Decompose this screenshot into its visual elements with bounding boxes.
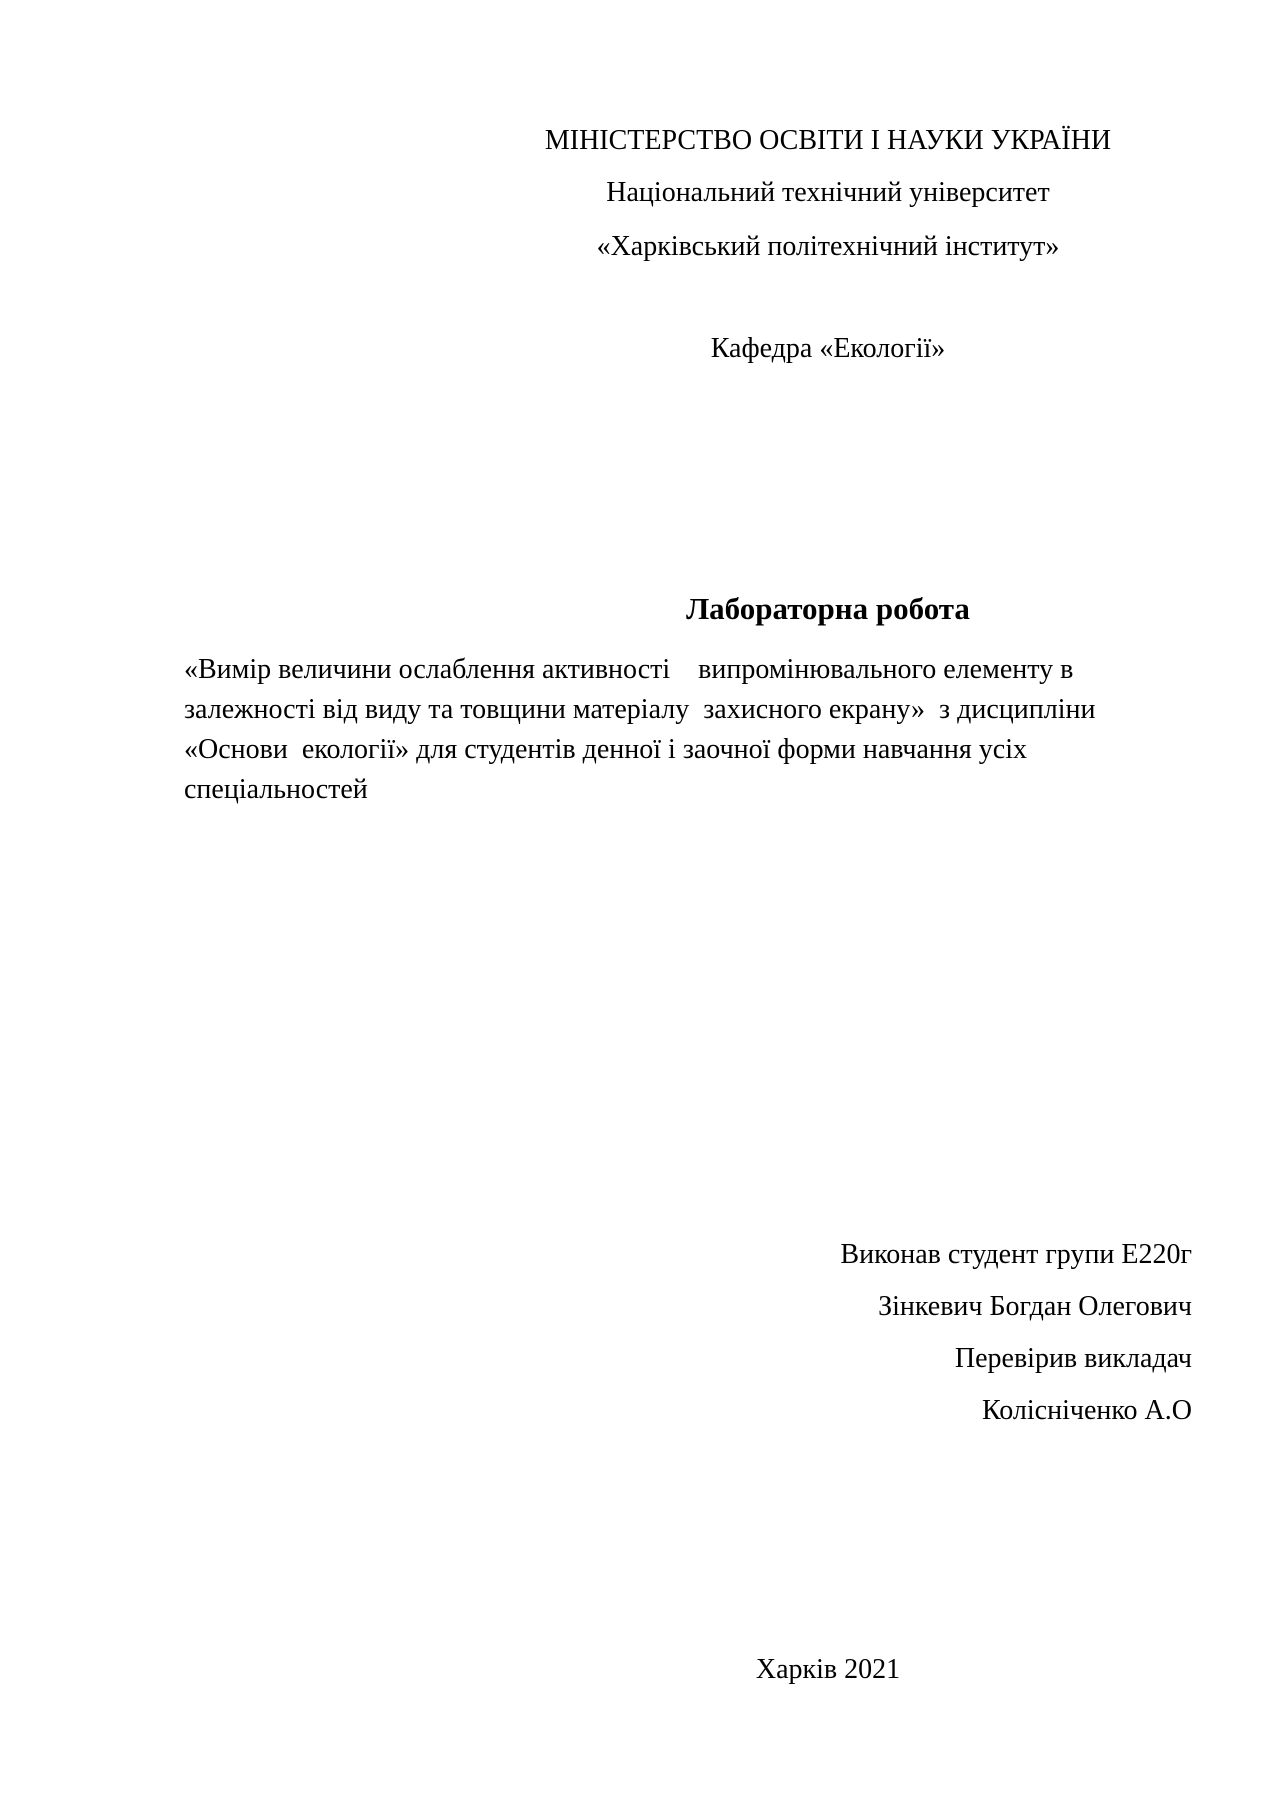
university-name: Національний технічний університет xyxy=(606,177,1050,208)
city-year: Харків 2021 xyxy=(755,1654,901,1685)
description-line: «Основи екології» для студентів денної і заочної форми навчання усіх xyxy=(184,734,1027,765)
description-line: спеціальностей xyxy=(184,774,368,805)
teacher-name: Колісніченко А.О xyxy=(982,1395,1192,1426)
lab-work-description xyxy=(184,650,1184,810)
ministry-heading: МІНІСТЕРСТВО ОСВІТИ І НАУКИ УКРАЇНИ xyxy=(544,125,1112,156)
performed-by-label: Виконав студент групи Е220г xyxy=(840,1239,1192,1270)
description-line: «Вимір величини ослаблення активності випромінювального елементу в xyxy=(184,654,1074,685)
department-name: Кафедра «Екології» xyxy=(710,333,946,364)
description-line: залежності від виду та товщини матеріалу захисного екрану» з дисципліни xyxy=(184,694,1096,725)
student-name: Зінкевич Богдан Олегович xyxy=(878,1291,1192,1322)
institute-name: «Харківський політехнічний інститут» xyxy=(596,231,1060,262)
checked-by-label: Перевірив викладач xyxy=(954,1343,1192,1374)
lab-work-title: Лабораторна робота xyxy=(686,591,970,626)
signature-block xyxy=(840,1238,1192,1446)
